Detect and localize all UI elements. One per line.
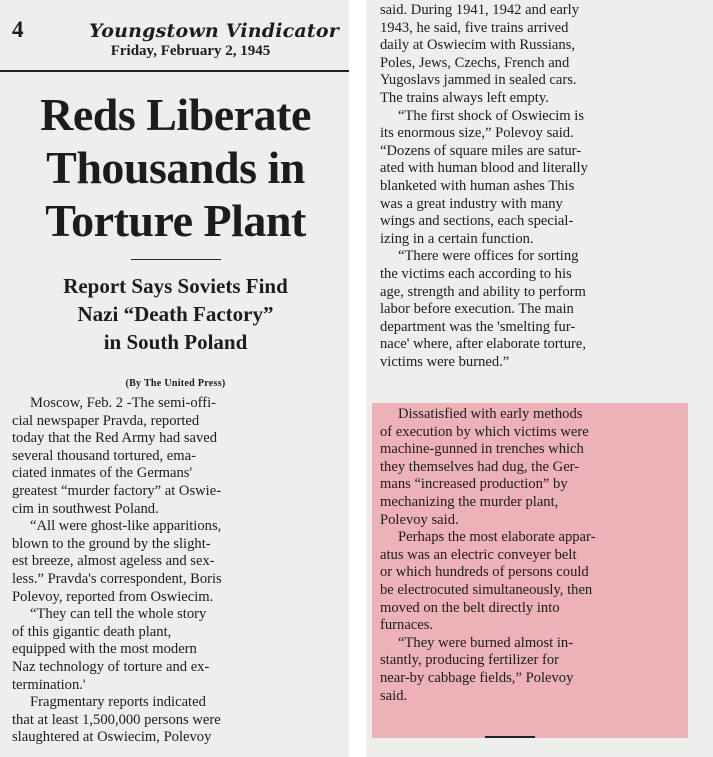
text-line: that at least 1,500,000 persons were [12, 711, 221, 728]
text-line: near-by cabbage fields,” Polevoy [380, 669, 574, 686]
text-line: atus was an electric conveyer belt [380, 546, 577, 563]
headline-divider [131, 259, 221, 260]
masthead-rule [0, 70, 349, 72]
text-line: furnaces. [380, 617, 434, 634]
subheadline [12, 272, 339, 356]
dateline: Friday, February 2, 1945 [110, 43, 271, 59]
text-line: ated with human blood and literally [380, 160, 588, 177]
text-line: greatest “murder factory” at Oswie- [12, 482, 222, 499]
text-line: “The first shock of Oswiecim is [398, 107, 585, 124]
text-line: 1943, he said, five trains arrived [380, 19, 569, 36]
text-line: said. During 1941, 1942 and early [380, 2, 580, 18]
text-line: of this gigantic death plant, [12, 623, 172, 640]
text-line: “They were burned almost in- [398, 634, 574, 651]
text-line: mechanizing the murder plant, [380, 493, 559, 510]
text-line: Polevoy, reported from Oswiecim. [12, 588, 214, 605]
text-line: they themselves had dug, the Ger- [380, 458, 580, 475]
text-line: machine-gunned in trenches which [380, 441, 584, 458]
text-line: the victims each according to his [380, 265, 572, 282]
text-line: Fragmentary reports indicated [30, 694, 206, 711]
highlighted-article-body [380, 406, 680, 705]
headline-line: Torture Plant [45, 195, 306, 246]
headline-line: Thousands in [46, 142, 305, 193]
text-line: termination.' [12, 676, 86, 693]
left-article-body [12, 395, 339, 747]
text-line: “All were ghost-like apparitions, [30, 518, 222, 535]
headline-line: Reds Liberate [40, 89, 311, 140]
text-line: age, strength and ability to perform [380, 283, 586, 300]
page-number: 4 [12, 17, 24, 42]
text-line: said. [380, 687, 408, 704]
subheadline-line: Report Says Soviets Find [63, 274, 288, 298]
text-line: its enormous size,” Polevoy said. [380, 125, 574, 142]
text-line: The trains always left empty. [380, 89, 549, 106]
newspaper-name: Youngstown Vindicator [89, 20, 339, 42]
subheadline-line: Nazi “Death Factory” [77, 302, 274, 326]
text-line: stantly, producing fertilizer for [380, 652, 559, 669]
text-line: Perhaps the most elaborate appar- [398, 529, 596, 546]
text-line: Moscow, Feb. 2 -The semi-offi- [30, 395, 217, 411]
text-line: several thousand tortured, ema- [12, 447, 196, 464]
text-line: be electrocuted simultaneously, then [380, 581, 593, 598]
left-column [0, 0, 349, 757]
text-line: equipped with the most modern [12, 641, 197, 658]
text-line: victims were burned.” [380, 353, 510, 370]
text-line: est breeze, almost ageless and sex- [12, 553, 215, 570]
end-rule [485, 736, 535, 738]
text-line: Polevoy said. [380, 511, 459, 528]
text-line: was a great industry with many [380, 195, 563, 212]
text-line: labor before execution. The main [380, 301, 574, 318]
text-line: izing in a certain function. [380, 230, 534, 247]
text-line: today that the Red Army had saved [12, 430, 218, 447]
text-line: Yugoslavs jammed in sealed cars. [380, 72, 577, 89]
text-line: blanketed with human ashes This [380, 177, 575, 194]
right-article-body [380, 2, 701, 371]
text-line: wings and sections, each special- [380, 213, 574, 230]
text-line: slaughtered at Oswiecim, Polevoy [12, 729, 212, 746]
headline [12, 88, 339, 247]
text-line: “There were offices for sorting [398, 248, 579, 265]
text-line: cial newspaper Pravda, reported [12, 412, 200, 429]
text-line: less.” Pravda's correspondent, Boris [12, 570, 222, 587]
text-line: or which hundreds of persons could [380, 564, 589, 581]
text-line: Naz technology of torture and ex- [12, 658, 210, 675]
text-line: Poles, Jews, Czechs, French and [380, 54, 570, 71]
text-line: Dissatisfied with early methods [398, 406, 583, 422]
text-line: daily at Oswiecim with Russians, [380, 37, 575, 54]
masthead [12, 0, 339, 42]
wire-credit: (By The United Press) [125, 378, 226, 389]
text-line: of execution by which victims were [380, 423, 589, 440]
text-line: moved on the belt directly into [380, 599, 560, 616]
text-line: ciated inmates of the Germans' [12, 465, 193, 482]
text-line: cim in southwest Poland. [12, 500, 159, 517]
text-line: “Dozens of square miles are satur- [380, 142, 582, 159]
text-line: “They can tell the whole story [30, 606, 207, 623]
text-line: blown to the ground by the slight- [12, 535, 211, 552]
subheadline-line: in South Poland [103, 330, 248, 354]
text-line: department was the 'smelting fur- [380, 318, 576, 335]
text-line: mans “increased production” by [380, 476, 568, 493]
text-line: nace' where, after elaborate torture, [380, 336, 587, 353]
